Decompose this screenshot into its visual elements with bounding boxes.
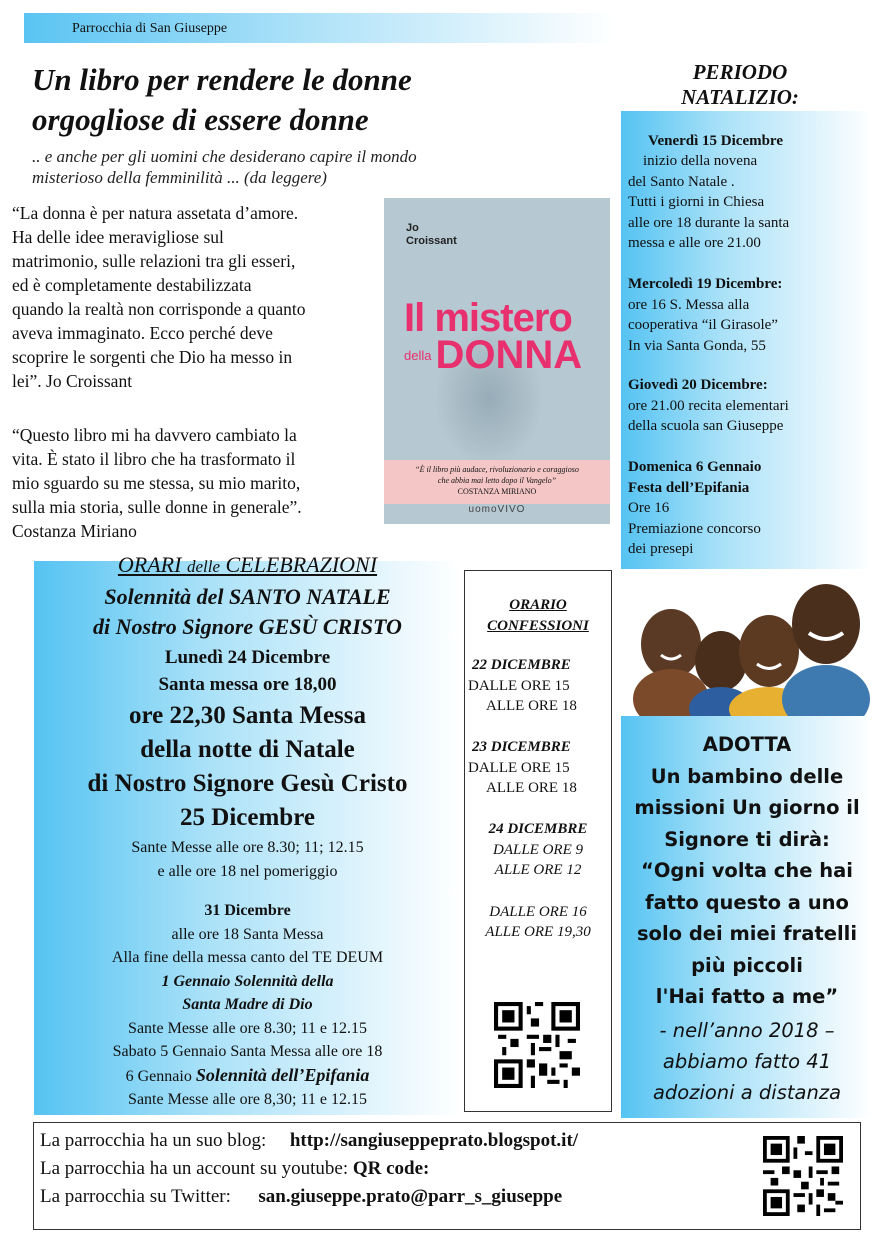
book-author: Jo Croissant (406, 222, 457, 247)
celebrations-heading: ORARI delle CELEBRAZIONI (117, 552, 378, 577)
book-banner: “È il libro più audace, rivoluzionario e coraggioso che abbia mai letto dopo il Vangelo” COSTANZA MIRIANO (384, 460, 610, 504)
quote-croissant: “La donna è per natura assetata d’amore. Ha delle idee meravigliose sul matrimonio, sulle relazioni tra gli esseri, ed è completamente destabilizzata quando la realtà non corrisponde a quanto aveva immaginato. Ecco perché deve scoprire le sorgenti che Dio ha messo in lei”. Jo Croissant (12, 203, 306, 391)
footer-twitter: La parrocchia su Twitter: san.giuseppe.prato@parr_s_giuseppe (40, 1186, 563, 1207)
event-dec15: Venerdì 15 Dicembre (648, 133, 783, 149)
dec25-masses: Sante Messe alle ore 8.30; 11; 12.15 e alle ore 18 nel pomeriggio (131, 839, 364, 880)
book-publisher: uomoVIVO (468, 504, 526, 515)
dec24-block: Lunedì 24 Dicembre Santa messa ore 18,00 (158, 647, 337, 695)
children-photo (621, 569, 873, 716)
christmas-period-title: PERIODO NATALIZIO: (681, 60, 799, 109)
confession-dec24: 24 DICEMBRE DALLE ORE 9 ALLE ORE 12 DALLE ORE 16 ALLE ORE 19,30 (485, 821, 591, 940)
adotta-footer: - nell’anno 2018 – abbiamo fatto 41 adozioni a distanza (652, 1019, 842, 1104)
parish-name: Parrocchia di San Giuseppe (72, 21, 228, 36)
blog-link[interactable]: http://sangiuseppeprato.blogspot.it/ (289, 1130, 579, 1151)
event-dec19: Mercoledì 19 Dicembre: ore 16 S. Messa alla cooperativa “il Girasole” In via Santa Gonda, 55 (628, 276, 783, 354)
book-title: Il mistero della DONNA (404, 296, 583, 377)
footer-qr-code-icon[interactable] (763, 1136, 843, 1216)
confession-dec22: 22 DICEMBRE DALLE ORE 15 ALLE ORE 18 (468, 657, 577, 714)
event-dec15-details: inizio della novena del Santo Natale . Tutti i giorni in Chiesa alle ore 18 durante la santa messa e alle ore 21.00 (628, 153, 790, 251)
book-cover-image (384, 198, 610, 524)
adotta-text: ADOTTA Un bambino delle missioni Un giorno il Signore ti dirà: “Ogni volta che hai fatto questo a uno solo dei miei fratelli più piccoli l'Hai fatto a me” (634, 733, 860, 1008)
confessions-title: ORARIO CONFESSIONI (487, 597, 589, 634)
article-title: Un libro per rendere le donne orgogliose di essere donne (32, 62, 412, 137)
article-subtitle: .. e anche per gli uomini che desiderano capire il mondo misterioso della femminilità ... (da leggere) (32, 147, 417, 187)
qr-code-icon[interactable] (494, 1002, 580, 1088)
confession-dec23: 23 DICEMBRE DALLE ORE 15 ALLE ORE 18 (468, 739, 577, 796)
quote-miriano: “Questo libro mi ha davvero cambiato la vita. È stato il libro che ha trasformato il mio sguardo su me stessa, su mio marito, sulla mia storia, sulle donne in generale”. Costanza Miriano (12, 425, 302, 541)
christmas-solemnity: Solennità del SANTO NATALE di Nostro Signore GESÙ CRISTO (93, 584, 402, 639)
event-dec20: Giovedì 20 Dicembre: ore 21.00 recita elementari della scuola san Giuseppe (628, 377, 789, 434)
night-mass-block: ore 22,30 Santa Messa della notte di Natale di Nostro Signore Gesù Cristo 25 Dicembre (87, 702, 408, 831)
twitter-handle[interactable]: san.giuseppe.prato@parr_s_giuseppe (258, 1186, 563, 1207)
event-jan6: Domenica 6 Gennaio Festa dell’Epifania Ore 16 Premiazione concorso dei presepi (628, 459, 762, 557)
footer-youtube: La parrocchia ha un account su youtube: QR code: (40, 1158, 430, 1179)
dec31-block: 31 Dicembre alle ore 18 Santa Messa Alla fine della messa canto del TE DEUM 1 Gennaio Solennità della Santa Madre di Dio Sante Messe alle ore 8.30; 11 e 12.15 Sabato 5 Gennaio Santa Messa alle ore 18 6 Gennaio Solennità dell’Epifania Sante Messe alle ore 8,30; 11 e 12.15 (111, 902, 384, 1108)
footer-blog: La parrocchia ha un suo blog: http://sangiuseppeprato.blogspot.it/ (40, 1130, 579, 1151)
